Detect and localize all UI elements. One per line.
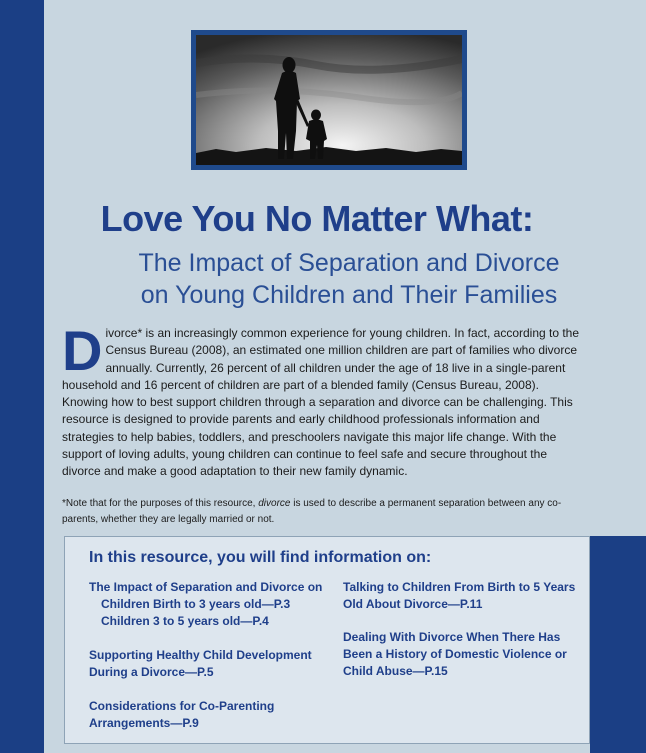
link-line: Been a History of Domestic Violence or xyxy=(343,647,567,661)
link-supporting-development[interactable] xyxy=(89,647,312,681)
link-line: Considerations for Co-Parenting xyxy=(89,699,275,713)
intro-paragraph xyxy=(62,319,582,481)
drop-cap: D xyxy=(62,319,103,382)
footnote-text-end: is used to describe a permanent separation between any co-parents, whether they are legally married or not. xyxy=(62,498,562,525)
resource-contents-heading: In this resource, you will find information on: xyxy=(89,549,432,566)
link-3-to-5[interactable]: Children 3 to 5 years old—P.4 xyxy=(101,614,269,628)
page-title: Love You No Matter What: xyxy=(100,198,534,239)
link-line: Child Abuse—P.15 xyxy=(343,664,448,678)
link-line: Arrangements—P.9 xyxy=(89,716,199,730)
link-domestic-violence[interactable] xyxy=(343,629,567,680)
link-co-parenting[interactable] xyxy=(89,698,274,732)
page-subtitle xyxy=(44,247,646,311)
link-line: The Impact of Separation and Divorce on xyxy=(89,580,323,594)
footnote xyxy=(62,496,582,528)
link-birth-to-3[interactable]: Children Birth to 3 years old—P.3 xyxy=(101,597,291,611)
cover-photo xyxy=(191,30,467,170)
link-line: Supporting Healthy Child Development xyxy=(89,648,312,662)
subtitle-line-2: on Young Children and Their Families xyxy=(140,281,558,309)
footnote-italic-term: divorce xyxy=(258,498,291,509)
parent-child-silhouette-image xyxy=(196,35,462,165)
intro-text: ivorce* is an increasingly common experience for young children. In fact, according to the Census Bureau (2008), an estimated one million children are part of families who divorce annually. Currently, 26 percent of all children under the age of 18 live in a single-parent household and 16 percent of children are part of a blended family (Census Bureau, 2008). Knowing how to best support children through a separation and divorce can be challenging. This resource is designed to provide parents and early childhood professionals information and strategies to help babies, toddlers, and preschoolers navigate this major life change. With the support of loving adults, young children can continue to feel safe and secure throughout the divorce and make a good adaptation to their new family dynamic. xyxy=(62,326,580,479)
link-talking-to-children[interactable] xyxy=(343,579,575,613)
link-line: Talking to Children From Birth to 5 Years xyxy=(343,580,576,594)
footnote-text-start: *Note that for the purposes of this resource, xyxy=(62,498,259,509)
link-line: Old About Divorce—P.11 xyxy=(343,597,483,611)
link-line: During a Divorce—P.5 xyxy=(89,665,214,679)
left-accent-bar xyxy=(0,0,44,753)
link-impact-of-divorce[interactable] xyxy=(89,579,322,630)
right-accent-bar xyxy=(590,536,646,753)
resource-contents-box xyxy=(64,536,590,744)
link-line: Dealing With Divorce When There Has xyxy=(343,630,561,644)
subtitle-line-1: The Impact of Separation and Divorce xyxy=(138,249,560,277)
